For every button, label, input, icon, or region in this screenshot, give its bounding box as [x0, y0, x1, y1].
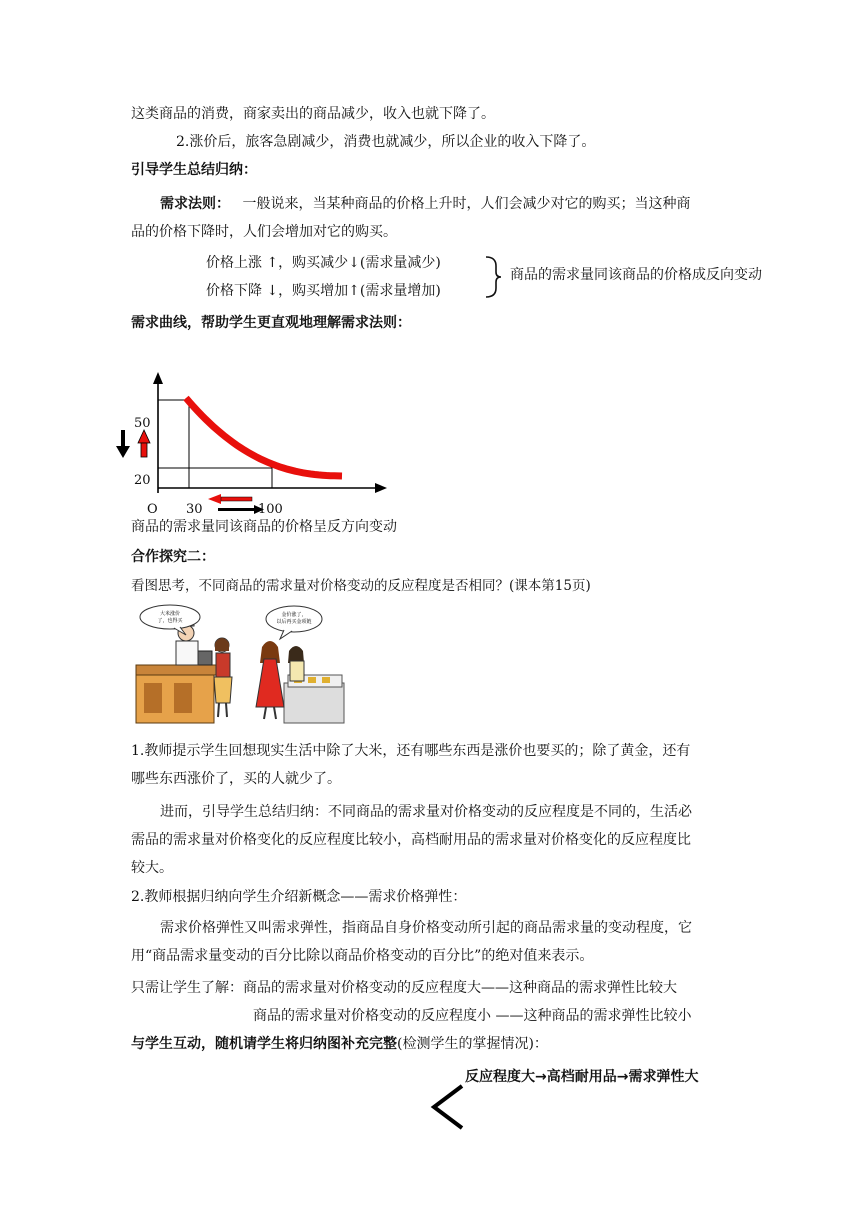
right-brace	[482, 254, 504, 300]
y-tick-20: 20	[134, 473, 151, 488]
quantity-up-arrow	[138, 430, 150, 457]
svg-text:了，也得买: 了，也得买	[157, 618, 183, 624]
svg-text:以后再买金项链: 以后再买金项链	[276, 619, 312, 625]
heading-summary: 引导学生总结归纳：	[131, 162, 257, 178]
curve-caption: 商品的需求量同该商品的价格呈反方向变动	[131, 519, 397, 535]
y-tick-50: 50	[134, 416, 151, 431]
rule-summary: 商品的需求量同该商品的价格成反向变动	[510, 267, 762, 283]
bubble-2-text: 金价涨了，	[281, 612, 307, 618]
interaction-heading	[131, 1034, 548, 1054]
guide-20-100	[158, 468, 272, 488]
heading-explore-2: 合作探究二：	[131, 549, 215, 565]
elasticity-large: 只需让学生了解：商品的需求量对价格变动的反应程度大——这种商品的需求弹性比较大	[131, 980, 677, 996]
price-down-arrow	[116, 430, 130, 458]
paragraph-2: 2.涨价后，旅客急剧减少，消费也就减少，所以企业的收入下降了。	[176, 134, 596, 150]
teaching-point-1b: 哪些东西涨价了，买的人就少了。	[131, 771, 341, 787]
summary-line-c: 较大。	[131, 860, 173, 876]
diagram-bracket	[426, 1082, 470, 1134]
law-line-1	[160, 194, 690, 214]
summary-line-a: 进而，引导学生总结归纳：不同商品的需求量对价格变动的反应程度是不同的，生活必	[160, 804, 692, 820]
law-label: 需求法则：	[160, 196, 230, 212]
bubble-1-text: 大米涨价	[159, 611, 181, 617]
x-tick-30: 30	[186, 502, 203, 517]
heading-curve: 需求曲线，帮助学生更直观地理解需求法则：	[131, 315, 411, 331]
demand-curve	[186, 398, 342, 476]
x-axis-arrow	[375, 483, 387, 493]
quantity-down-arrow	[208, 494, 252, 504]
y-axis-arrow	[153, 372, 163, 384]
teaching-point-1a: 1.教师提示学生回想现实生活中除了大米，还有哪些东西是涨价也要买的；除了黄金，还有	[131, 743, 691, 759]
origin-label: O	[147, 502, 158, 517]
elasticity-small: 商品的需求量对价格变动的反应程度小 ——这种商品的需求弹性比较小	[253, 1008, 692, 1024]
rule-decrease: 价格下降 ↓，购买增加↑(需求量增加)	[206, 283, 441, 299]
summary-line-b: 需品的需求量对价格变化的反应程度比较小，高档耐用品的需求量对价格变化的反应程度比	[131, 832, 691, 848]
paragraph-1: 这类商品的消费，商家卖出的商品减少，收入也就下降了。	[131, 106, 495, 122]
x-tick-100: 100	[258, 502, 283, 517]
interaction-heading-bold: 与学生互动，随机请学生将归纳图补充完整	[131, 1036, 397, 1052]
elasticity-def-a: 需求价格弹性又叫需求弹性，指商品自身价格变动所引起的商品需求量的变动程度，它	[160, 920, 692, 936]
guide-50-30	[158, 400, 189, 488]
diagram-top-branch: 反应程度大→高档耐用品→需求弹性大	[465, 1069, 699, 1085]
law-line-2: 品的价格下降时，人们会增加对它的购买。	[131, 224, 397, 240]
interaction-heading-note: (检测学生的掌握情况)：	[397, 1036, 548, 1052]
rule-increase: 价格上涨 ↑，购买减少↓(需求量减少)	[206, 255, 441, 271]
law-text-1: 一般说来，当某种商品的价格上升时，人们会减少对它的购买；当这种商	[242, 196, 691, 212]
elasticity-def-b: 用“商品需求量变动的百分比除以商品价格变动的百分比”的绝对值来表示。	[131, 948, 594, 964]
shopping-cartoon-image	[134, 603, 346, 725]
teaching-point-2: 2.教师根据归纳向学生介绍新概念——需求价格弹性：	[131, 889, 467, 905]
question-1: 看图思考，不同商品的需求量对价格变动的反应程度是否相同？(课本第15页)	[131, 578, 591, 594]
